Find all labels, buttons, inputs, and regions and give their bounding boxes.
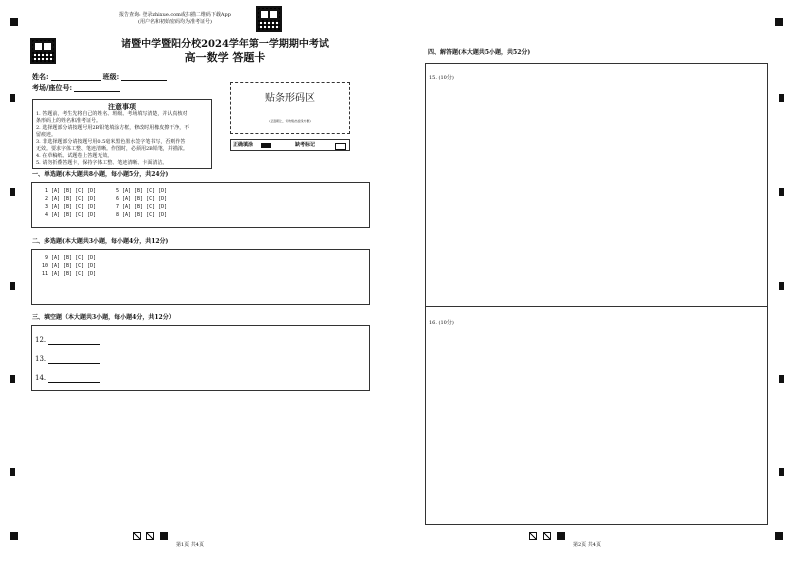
page2-footer: 第2页 共4页: [573, 542, 601, 548]
bubble-options[interactable]: [A] [B] [C] [D]: [122, 188, 168, 194]
exam-title: [90, 38, 360, 65]
fill-legend: [230, 139, 350, 151]
notice-item: 条形码上的姓名和准考证号。: [36, 118, 102, 124]
page1-footer: 第1页 共4页: [176, 542, 204, 548]
question-number: 3: [44, 204, 48, 210]
header-line1: 报告查询: 登录zhixue.com或扫描二维码下载App: [119, 12, 231, 18]
footer-mark-box-1: [133, 532, 141, 540]
name-label: 姓名:: [32, 72, 49, 81]
subject-title: 高一数学 答题卡: [184, 51, 266, 64]
absent-mark-label: 缺考标记: [295, 142, 316, 148]
bubble-options[interactable]: [A] [B] [C] [D]: [122, 196, 168, 202]
fill-item-13: 13.: [35, 355, 100, 364]
fill-item-12: 12.: [35, 336, 100, 345]
choice-row: [38, 254, 363, 262]
side-mark: [10, 375, 15, 383]
side-mark: [10, 94, 15, 102]
corner-mark-bl: [10, 532, 18, 540]
footer-mark-solid-2: [557, 532, 565, 540]
section1-rows: [38, 187, 363, 219]
section3-title: 三、填空题（本大题共3小题，每小题4分，共12分）: [32, 314, 175, 321]
section1-box: [31, 182, 370, 228]
section2-title: 二、多选题(本大题共3小题，每小题4分，共12分): [32, 238, 169, 245]
footer-mark-box-2: [146, 532, 154, 540]
notice-item: 4. 在草稿纸、试题卷上答题无效。: [36, 153, 113, 159]
notice-box: [32, 99, 212, 169]
header-line2: (用户名和初始密码均为准考证号): [138, 19, 212, 25]
bubble-options[interactable]: [A] [B] [C] [D]: [51, 196, 97, 202]
bubble-options[interactable]: [A] [B] [C] [D]: [122, 204, 168, 210]
choice-row: [38, 187, 363, 195]
choice-row: [38, 203, 363, 211]
question-number: 6: [115, 196, 119, 202]
question-number: 11: [41, 271, 48, 277]
bubble-options[interactable]: [A] [B] [C] [D]: [51, 263, 97, 269]
correct-fill-label: 正确填涂: [233, 142, 254, 148]
class-label: 班级:: [102, 72, 120, 81]
choice-row: [38, 195, 363, 203]
choice-row: [38, 211, 363, 219]
choice-row: [38, 270, 363, 278]
bubble-options[interactable]: [A] [B] [C] [D]: [51, 255, 97, 261]
answer-box-16[interactable]: [425, 306, 768, 525]
question-number: 2: [44, 196, 48, 202]
barcode-label: 贴条形码区: [265, 93, 315, 104]
bubble-options[interactable]: [A] [B] [C] [D]: [122, 212, 168, 218]
answer-box-15[interactable]: [425, 63, 768, 307]
question-number: 10: [41, 263, 48, 269]
seat-label: 考场/座位号:: [32, 83, 73, 92]
question-number: 5: [115, 188, 119, 194]
question-number: 9: [44, 255, 48, 261]
section1-title: 一、单选题(本大题共8小题，每小题5分，共24分): [32, 171, 169, 178]
seat-field[interactable]: [74, 83, 120, 92]
question-number: 8: [115, 212, 119, 218]
correct-fill-sample: [261, 143, 271, 148]
name-field[interactable]: [51, 72, 101, 81]
side-mark: [779, 375, 784, 383]
footer-mark-box-3: [529, 532, 537, 540]
qr-code-left: [30, 38, 56, 64]
question-number: 4: [44, 212, 48, 218]
corner-mark-tr: [775, 18, 783, 26]
barcode-note: (正面朝上，切勿贴出虚线方框): [269, 119, 311, 123]
side-mark: [10, 282, 15, 290]
notice-item: 3. 非选择题部分请按题号用0.5毫米黑色墨水签字笔书写，否则作答: [36, 139, 186, 145]
bubble-options[interactable]: [A] [B] [C] [D]: [51, 212, 97, 218]
header-info: [100, 12, 250, 26]
corner-mark-br: [775, 532, 783, 540]
class-field[interactable]: [121, 72, 167, 81]
bubble-options[interactable]: [A] [B] [C] [D]: [51, 188, 97, 194]
bubble-options[interactable]: [A] [B] [C] [D]: [51, 204, 97, 210]
student-info: [32, 72, 222, 92]
notice-item: 无效。要求字体工整、笔迹清晰。作图时，必须用2B铅笔，并描浓。: [36, 146, 188, 152]
side-mark: [779, 282, 784, 290]
notice-item: 5. 请勿折叠答题卡，保持字体工整、笔迹清晰、卡面清洁。: [36, 160, 168, 166]
section2-rows: [38, 254, 363, 278]
answer-line-14[interactable]: [48, 382, 100, 383]
section4-title: 四、解答题(本大题共5小题，共52分): [428, 49, 531, 56]
bubble-options[interactable]: [A] [B] [C] [D]: [51, 271, 97, 277]
footer-mark-solid: [160, 532, 168, 540]
absent-mark-checkbox[interactable]: [335, 143, 346, 150]
fill-item-14: 14.: [35, 374, 100, 383]
side-mark: [779, 188, 784, 196]
barcode-area: [230, 82, 350, 134]
notice-heading: 注意事项: [108, 102, 136, 111]
section3-box: [31, 325, 370, 391]
corner-mark-tl: [10, 18, 18, 26]
footer-mark-box-4: [543, 532, 551, 540]
question-number: 7: [115, 204, 119, 210]
q15-label: 15. (10分): [429, 75, 454, 81]
question-number: 1: [44, 188, 48, 194]
qr-code-top: [256, 6, 282, 32]
choice-row: [38, 262, 363, 270]
answer-line-13[interactable]: [48, 363, 100, 364]
side-mark: [10, 468, 15, 476]
notice-item: 2. 选择题部分请按题号用2B铅笔填涂方框，修改时用橡皮擦干净，不: [36, 125, 190, 131]
section2-box: [31, 249, 370, 305]
answer-line-12[interactable]: [48, 344, 100, 345]
q16-label: 16. (10分): [429, 320, 454, 326]
side-mark: [10, 188, 15, 196]
notice-items: [36, 111, 208, 167]
notice-item: 留痕迹。: [36, 132, 57, 138]
side-mark: [779, 94, 784, 102]
side-mark: [779, 468, 784, 476]
notice-item: 1. 答题前，考生先将自己的姓名、班级、考场填写清楚，并认真核对: [36, 111, 188, 117]
school-title: 诸暨中学暨阳分校2024学年第一学期期中考试: [121, 39, 329, 50]
